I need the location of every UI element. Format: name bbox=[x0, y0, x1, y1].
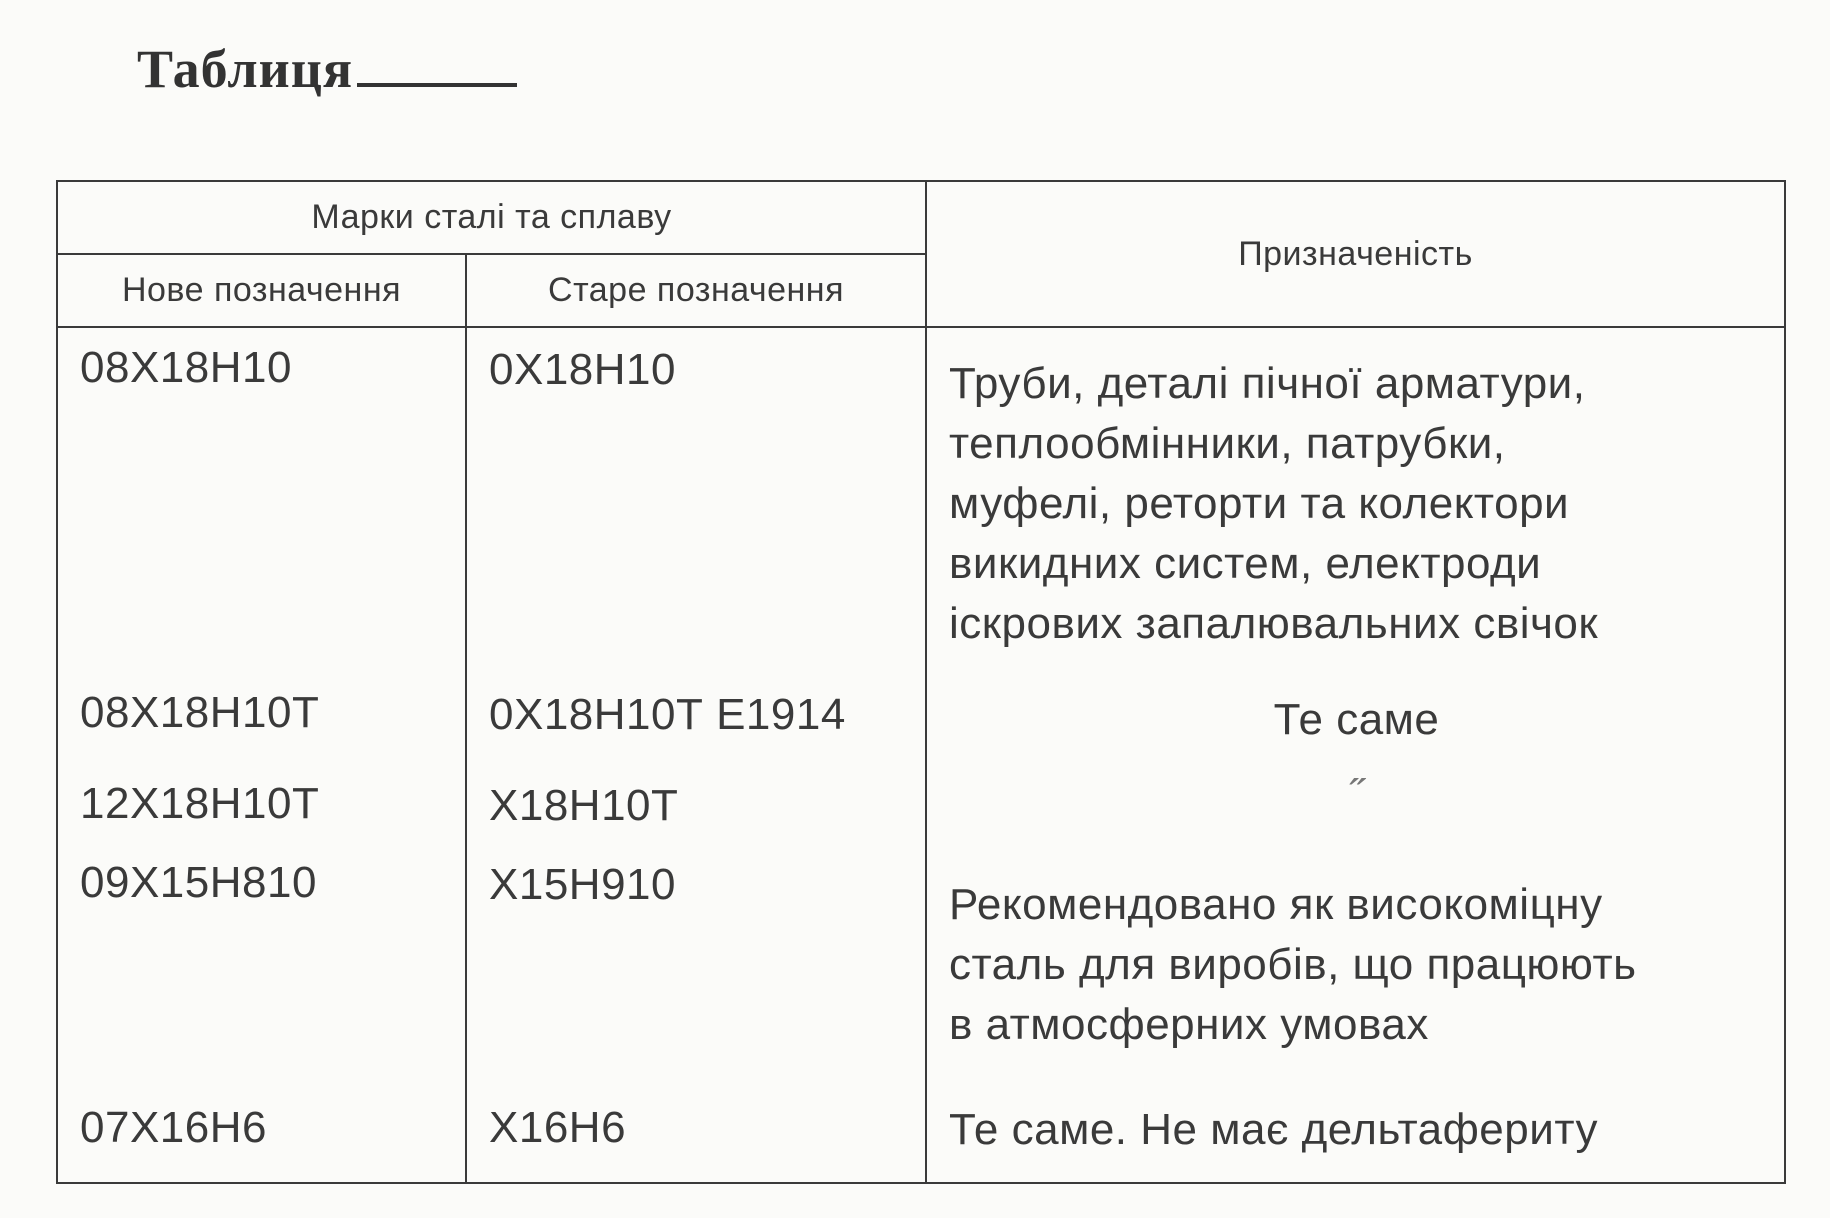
caption-number-blank bbox=[357, 83, 517, 87]
column-purpose bbox=[926, 327, 1785, 1183]
purpose-1-line-4: викидних систем, електроди bbox=[949, 539, 1542, 588]
old-designation-2: 0Х18Н10Т Е1914 bbox=[489, 690, 846, 739]
new-designation-1: 08Х18Н10 bbox=[80, 343, 292, 392]
purpose-4-line-1: Рекомендовано як високоміцну bbox=[949, 880, 1603, 929]
purpose-4-line-3: в атмосферних умовах bbox=[949, 1000, 1429, 1049]
purpose-1-line-1: Труби, деталі пічної арматури, bbox=[949, 359, 1586, 408]
purpose-4 bbox=[949, 875, 1637, 1055]
old-designation-5: Х16Н6 bbox=[489, 1103, 627, 1152]
purpose-1-line-5: іскрових запалювальних свічок bbox=[949, 599, 1599, 648]
header-new-designation: Нове позначення bbox=[57, 254, 466, 327]
new-designation-3: 12Х18Н10Т bbox=[80, 779, 320, 828]
header-steel-grades: Марки сталі та сплаву bbox=[57, 181, 926, 254]
header-purpose: Призначеність bbox=[926, 181, 1785, 327]
steel-grades-table bbox=[56, 180, 1786, 1184]
new-designation-4: 09Х15Н810 bbox=[80, 858, 317, 907]
purpose-3-ditto-mark: ˝ bbox=[1348, 771, 1365, 820]
old-designation-4: Х15Н910 bbox=[489, 860, 676, 909]
table-caption bbox=[137, 38, 517, 100]
purpose-1-line-2: теплообмінники, патрубки, bbox=[949, 419, 1506, 468]
old-designation-3: Х18Н10Т bbox=[489, 781, 679, 830]
column-new-designation bbox=[57, 327, 466, 1183]
old-designation-1: 0Х18Н10 bbox=[489, 345, 676, 394]
purpose-1 bbox=[949, 354, 1598, 654]
column-old-designation bbox=[466, 327, 926, 1183]
header-old-designation: Старе позначення bbox=[466, 254, 926, 327]
purpose-5: Те саме. Не має дельтафериту bbox=[949, 1105, 1598, 1154]
new-designation-2: 08Х18Н10Т bbox=[80, 688, 320, 737]
purpose-1-line-3: муфелі, реторти та колектори bbox=[949, 479, 1570, 528]
purpose-4-line-2: сталь для виробів, що працюють bbox=[949, 940, 1637, 989]
caption-text: Таблиця bbox=[137, 39, 354, 99]
purpose-2: Те саме bbox=[1273, 695, 1440, 744]
new-designation-5: 07Х16Н6 bbox=[80, 1103, 267, 1152]
